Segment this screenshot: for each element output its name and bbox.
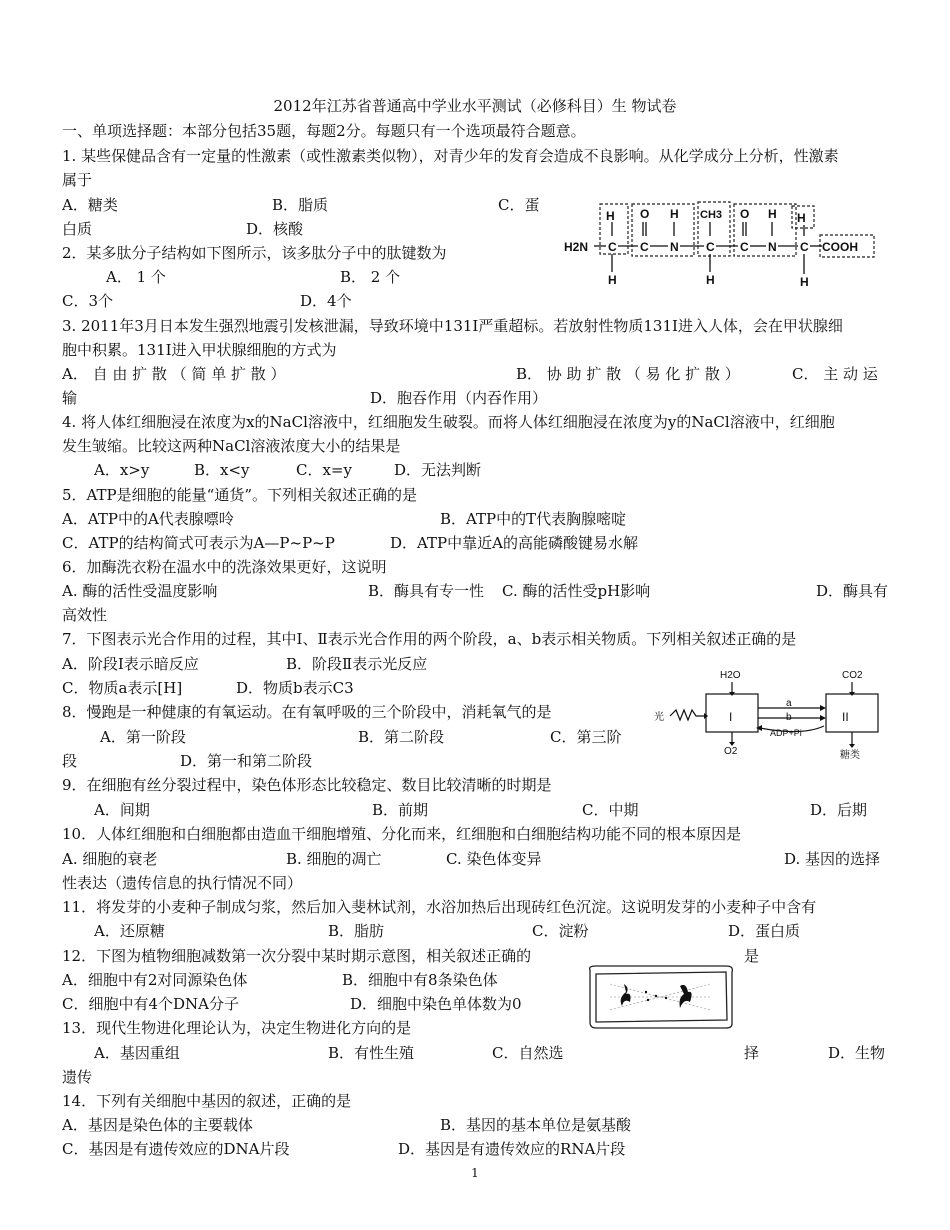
adp-pi-label: ADP+Pi bbox=[770, 728, 802, 738]
atom-c1: C bbox=[608, 240, 617, 254]
atom-h-bottom-2: H bbox=[706, 273, 715, 287]
stage-1-label: I bbox=[729, 710, 733, 724]
q10-option-c: C. 染色体变异 bbox=[446, 850, 542, 868]
q3-option-b: B． 协 助 扩 散 （ 易 化 扩 散 ） bbox=[516, 365, 740, 383]
o2-label: O2 bbox=[724, 746, 738, 757]
atom-h-top-1: H bbox=[606, 209, 615, 223]
q3-option-d: D．胞吞作用（内吞作用） bbox=[370, 389, 548, 407]
q8-option-a: A．第一阶段 bbox=[100, 728, 186, 746]
q6-option-a: A. 酶的活性受温度影响 bbox=[62, 582, 218, 600]
q4-option-a: A．x>y bbox=[94, 461, 150, 479]
q11-option-c: C．淀粉 bbox=[532, 922, 589, 940]
q6-option-b: B．酶具有专一性 bbox=[368, 582, 485, 600]
q6-option-d: D．酶具有 bbox=[816, 582, 889, 600]
q5-stem: 5．ATP是细胞的能量“通货”。下列相关叙述正确的是 bbox=[62, 486, 417, 504]
q14-option-c: C．基因是有遗传效应的DNA片段 bbox=[62, 1140, 290, 1158]
q9-option-a: A．间期 bbox=[94, 801, 150, 819]
stage-2-box bbox=[826, 694, 878, 732]
q13-option-d: D．生物 bbox=[828, 1044, 886, 1062]
q3-option-c-cont: 输 bbox=[62, 389, 78, 407]
q1-stem-cont: 属于 bbox=[62, 171, 93, 189]
atom-o1: O bbox=[640, 207, 650, 221]
q7-option-d: D．物质b表示C3 bbox=[236, 679, 354, 697]
substance-b-label: b bbox=[786, 712, 792, 723]
co2-label: CO2 bbox=[842, 670, 863, 681]
q10-option-b: B. 细胞的凋亡 bbox=[286, 850, 382, 868]
h2o-label: H2O bbox=[720, 670, 741, 681]
atom-o2: O bbox=[740, 207, 750, 221]
q9-stem: 9．在细胞有丝分裂过程中，染色体形态比较稳定、数目比较清晰的时期是 bbox=[62, 776, 552, 794]
q3-option-c: C． 主 动 运 bbox=[792, 365, 878, 383]
q5-option-b: B．ATP中的T代表胸腺嘧啶 bbox=[440, 510, 627, 528]
atom-h-n1: H bbox=[670, 207, 679, 221]
q13-option-c: C．自然选 bbox=[492, 1044, 564, 1062]
q1-stem: 1. 某些保健品含有一定量的性激素（或性激素类似物），对青少年的发育会造成不良影响。从化学成分上分析，性激素 bbox=[62, 147, 839, 165]
q7-option-a: A．阶段Ⅰ表示暗反应 bbox=[62, 655, 199, 673]
q2-option-b: B． 2 个 bbox=[340, 268, 401, 286]
q14-option-d: D．基因是有遗传效应的RNA片段 bbox=[398, 1140, 626, 1158]
q14-option-a: A．基因是染色体的主要载体 bbox=[62, 1116, 253, 1134]
atom-ch3: CH3 bbox=[700, 209, 723, 221]
q3-stem: 3. 2011年3月日本发生强烈地震引发核泄漏，导致环境中131I严重超标。若放射性物质131I进入人体，会在甲状腺细 bbox=[62, 317, 843, 335]
q1-option-d: D．核酸 bbox=[246, 220, 304, 238]
q9-option-d: D．后期 bbox=[810, 801, 868, 819]
q6-option-d-cont: 高效性 bbox=[62, 606, 108, 624]
q1-option-b: B．脂质 bbox=[272, 196, 329, 214]
q5-option-c: C．ATP的结构简式可表示为A—P~P~P bbox=[62, 534, 335, 552]
q13-option-b: B．有性生殖 bbox=[328, 1044, 415, 1062]
q8-option-b: B．第二阶段 bbox=[358, 728, 445, 746]
q3-option-a: A． 自 由 扩 散 （ 简 单 扩 散 ） bbox=[62, 365, 286, 383]
atom-h-bottom-3: H bbox=[800, 275, 809, 289]
q12-option-b: B．细胞中有8条染色体 bbox=[342, 971, 498, 989]
q7-stem: 7．下图表示光合作用的过程，其中Ⅰ、Ⅱ表示光合作用的两个阶段，a、b表示相关物质。下列相关叙述正确的是 bbox=[62, 630, 797, 648]
atom-n1: N bbox=[670, 240, 679, 254]
atom-n2: N bbox=[768, 240, 777, 254]
q7-option-b: B．阶段Ⅱ表示光反应 bbox=[286, 655, 428, 673]
q13-option-d-cont: 遗传 bbox=[62, 1068, 93, 1086]
q10-option-d: D. 基因的选择 bbox=[784, 850, 881, 868]
atom-h-bottom-1: H bbox=[608, 273, 617, 287]
atom-h-top-3: H bbox=[797, 211, 806, 225]
atom-c4: C bbox=[740, 240, 749, 254]
q7-option-c: C．物质a表示[H] bbox=[62, 679, 183, 697]
q8-option-c-cont: 段 bbox=[62, 752, 78, 770]
q6-option-c: C. 酶的活性受pH影响 bbox=[502, 582, 651, 600]
atom-c2: C bbox=[640, 240, 649, 254]
plant-cell-meiosis-figure bbox=[586, 962, 736, 1032]
q13-option-c-cont: 择 bbox=[744, 1044, 760, 1062]
q4-option-d: D．无法判断 bbox=[394, 461, 482, 479]
atom-cooh: COOH bbox=[822, 240, 858, 254]
q4-option-c: C．x=y bbox=[296, 461, 352, 479]
q4-stem: 4. 将人体红细胞浸在浓度为x的NaCl溶液中，红细胞发生破裂。而将人体红细胞浸在浓度为y的NaCl溶液中，红细胞 bbox=[62, 413, 835, 431]
q12-stem: 12．下图为植物细胞减数第一次分裂中某时期示意图，相关叙述正确的 bbox=[62, 947, 532, 965]
sugar-label: 糖类 bbox=[840, 750, 860, 761]
substance-a-label: a bbox=[786, 698, 792, 709]
atom-c5: C bbox=[800, 240, 809, 254]
q8-option-c: C．第三阶 bbox=[550, 728, 622, 746]
q12-option-a: A．细胞中有2对同源染色体 bbox=[62, 971, 248, 989]
q11-option-d: D．蛋白质 bbox=[728, 922, 801, 940]
q1-option-c: C．蛋 bbox=[498, 196, 540, 214]
polypeptide-structure-figure bbox=[560, 200, 880, 292]
q2-option-d: D．4个 bbox=[300, 292, 352, 310]
photosynthesis-figure bbox=[652, 664, 888, 762]
q11-option-b: B．脂肪 bbox=[328, 922, 385, 940]
atom-c3: C bbox=[706, 240, 715, 254]
q13-option-a: A．基因重组 bbox=[94, 1044, 180, 1062]
exam-title: 2012年江苏省普通高中学业水平测试（必修科目）生 物试卷 bbox=[273, 97, 677, 115]
q8-option-d: D．第一和第二阶段 bbox=[180, 752, 313, 770]
light-label: 光 bbox=[654, 712, 664, 723]
page-number: 1 bbox=[471, 1166, 479, 1180]
stage-2-label: II bbox=[842, 710, 849, 724]
q1-option-c-cont: 白质 bbox=[62, 220, 93, 238]
atom-h2n: H2N bbox=[564, 240, 589, 254]
q9-option-b: B．前期 bbox=[372, 801, 429, 819]
q12-option-c: C．细胞中有4个DNA分子 bbox=[62, 995, 240, 1013]
q10-option-d-cont: 性表达（遗传信息的执行情况不同） bbox=[62, 874, 303, 892]
q1-option-a: A．糖类 bbox=[62, 196, 118, 214]
atom-h-n2: H bbox=[768, 207, 777, 221]
q5-option-a: A．ATP中的A代表腺嘌呤 bbox=[62, 510, 234, 528]
q2-stem: 2．某多肽分子结构如下图所示，该多肽分子中的肽键数为 bbox=[62, 244, 447, 262]
q3-stem-cont: 胞中积累。131I进入甲状腺细胞的方式为 bbox=[62, 341, 337, 359]
q4-option-b: B．x<y bbox=[194, 461, 250, 479]
q11-option-a: A．还原糖 bbox=[94, 922, 165, 940]
q5-option-d: D．ATP中靠近A的高能磷酸键易水解 bbox=[390, 534, 638, 552]
q9-option-c: C．中期 bbox=[582, 801, 639, 819]
q14-stem: 14．下列有关细胞中基因的叙述，正确的是 bbox=[62, 1092, 352, 1110]
q10-option-a: A. 细胞的衰老 bbox=[62, 850, 158, 868]
q11-stem: 11．将发芽的小麦种子制成匀浆，然后加入斐林试剂，水浴加热后出现砖红色沉淀。这说明发芽的小麦种子中含有 bbox=[62, 898, 817, 916]
q13-stem: 13．现代生物进化理论认为，决定生物进化方向的是 bbox=[62, 1019, 412, 1037]
q12-stem-cont: 是 bbox=[744, 947, 760, 965]
q4-stem-cont: 发生皱缩。比较这两种NaCl溶液浓度大小的结果是 bbox=[62, 437, 401, 455]
q10-stem: 10．人体红细胞和白细胞都由造血干细胞增殖、分化而来，红细胞和白细胞结构功能不同的根本原因是 bbox=[62, 825, 742, 843]
q14-option-b: B．基因的基本单位是氨基酸 bbox=[440, 1116, 632, 1134]
q2-option-c: C．3个 bbox=[62, 292, 114, 310]
q2-option-a: A． 1 个 bbox=[106, 268, 166, 286]
q6-stem: 6．加酶洗衣粉在温水中的洗涤效果更好，这说明 bbox=[62, 558, 387, 576]
section-header: 一、单项选择题：本部分包括35题，每题2分。每题只有一个选项最符合题意。 bbox=[62, 122, 586, 140]
q8-stem: 8．慢跑是一种健康的有氧运动。在有氧呼吸的三个阶段中，消耗氧气的是 bbox=[62, 703, 552, 721]
q12-option-d: D．细胞中染色单体数为0 bbox=[350, 995, 522, 1013]
